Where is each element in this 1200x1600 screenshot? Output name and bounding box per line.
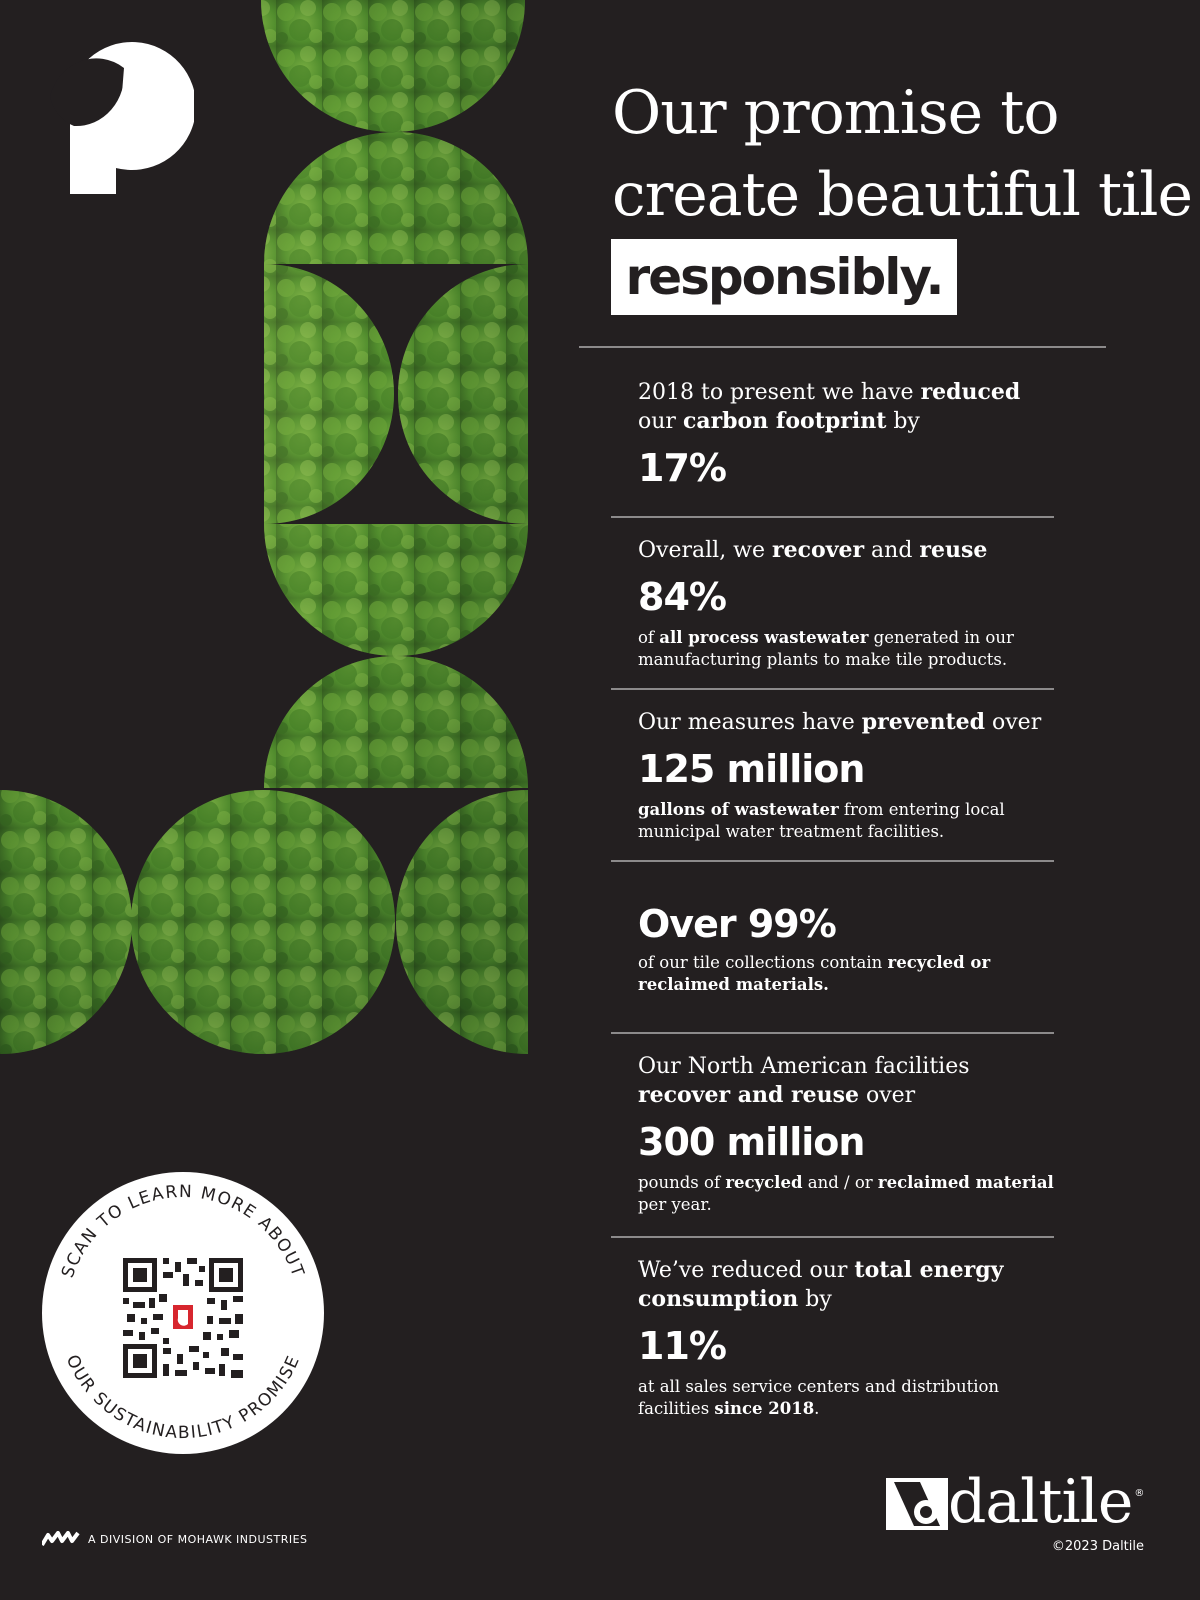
title-line-1: Our promise to — [612, 78, 1059, 148]
divider — [579, 346, 1106, 348]
divider — [611, 1236, 1054, 1238]
stat-value: 300 million — [638, 1120, 865, 1164]
p-logo-icon — [44, 40, 194, 200]
stat-value: 11% — [638, 1324, 726, 1368]
divider — [611, 860, 1054, 862]
title-highlight: responsibly. — [611, 239, 957, 315]
stat-lead: We’ve reduced our total energy consumption by — [638, 1257, 1004, 1312]
stat-lead: 2018 to present we have reduced our carbon footprint by — [638, 379, 1021, 434]
stat-energy — [638, 1256, 1058, 1420]
qr-caption-top: SCAN TO LEARN MORE ABOUT — [57, 1181, 309, 1281]
stat-detail: gallons of wastewater from entering local municipal water treatment facilities. — [638, 800, 1005, 841]
mohawk-logo-icon — [42, 1531, 80, 1547]
divider — [611, 1032, 1054, 1034]
stat-wastewater-recovery — [638, 536, 1058, 671]
copyright: ©2023 Daltile — [1051, 1539, 1144, 1554]
stat-detail: pounds of recycled and / or reclaimed material per year. — [638, 1173, 1054, 1214]
title-line-2: create beautiful tile — [612, 160, 1192, 230]
stat-value: 84% — [638, 575, 726, 619]
registered-mark: ® — [1134, 1488, 1145, 1499]
stat-value: Over 99% — [638, 902, 836, 946]
division-text: A DIVISION OF MOHAWK INDUSTRIES — [88, 1532, 308, 1546]
stat-detail: at all sales service centers and distribution facilities since 2018. — [638, 1377, 1000, 1418]
page-title — [612, 72, 1192, 236]
divider — [611, 688, 1054, 690]
daltile-brand — [886, 1467, 1145, 1537]
stat-wastewater-prevented — [638, 708, 1058, 843]
brand-wordmark: daltile — [948, 1467, 1133, 1537]
stat-recycled-collections — [638, 900, 1058, 996]
stat-lead: Our North American facilities recover and reuse over — [638, 1054, 970, 1108]
qr-caption-bottom: OUR SUSTAINABILITY PROMISE — [61, 1351, 305, 1444]
stat-carbon — [638, 378, 1058, 492]
stat-material-recovery — [638, 1052, 1058, 1216]
stat-value: 125 million — [638, 747, 865, 791]
qr-code-icon[interactable] — [42, 1172, 324, 1454]
daltile-logo-icon — [886, 1476, 948, 1532]
stat-detail: of our tile collections contain recycled or reclaimed materials. — [638, 953, 991, 994]
stat-lead: Overall, we recover and reuse — [638, 537, 988, 563]
stat-detail: of all process wastewater generated in our manufacturing plants to make tile products. — [638, 628, 1014, 669]
mohawk-division — [42, 1531, 308, 1547]
stat-value: 17% — [638, 446, 726, 490]
stat-lead: Our measures have prevented over — [638, 709, 1042, 735]
divider — [611, 516, 1054, 518]
